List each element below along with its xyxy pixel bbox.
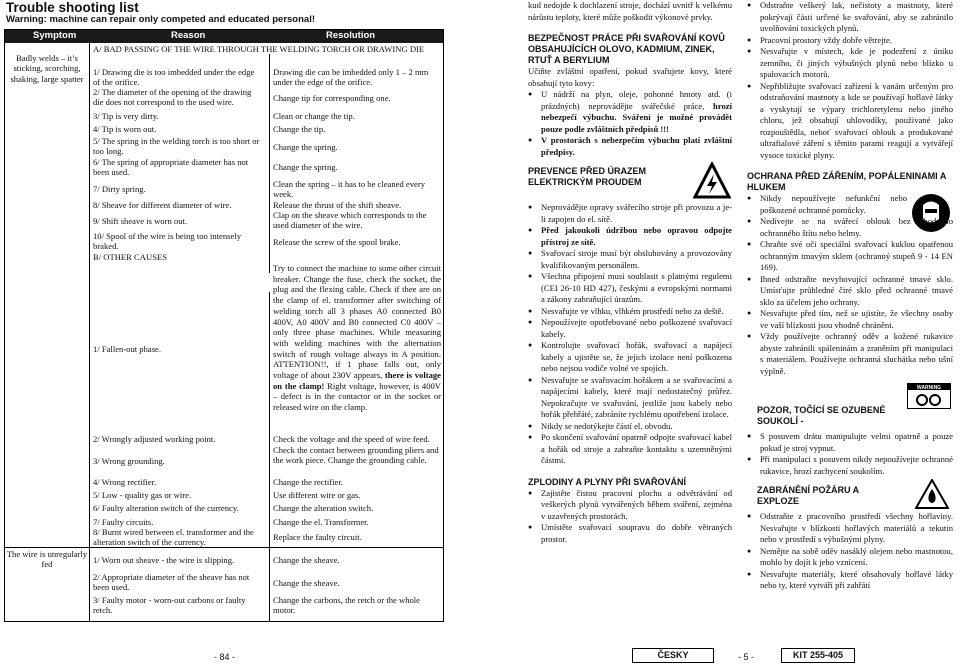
header-reason: Reason <box>171 30 206 41</box>
symptom-bad-welds: Badly welds – it’s sticking, scorching, shaking, large spatter <box>10 53 84 84</box>
rotating-gears-warning-sign-icon <box>907 383 951 409</box>
list-item: ● Nikdy nepoužívejte nefunkční nebo poškozené ochranné pomůcky. <box>747 193 907 216</box>
table-row-resolution: Change the el. Transformer. <box>273 517 369 527</box>
table-row-resolution: Change the rectifier. <box>273 477 343 487</box>
list-item: ● Nemějte na sobě oděv nasáklý olejem nebo mastnotou, mohlo by dojít k jeho vznícení. <box>747 546 953 569</box>
table-header <box>5 30 443 43</box>
table-row-reason: 7/ Faulty circuits. <box>93 517 154 527</box>
table-row-reason: 2/ Appropriate diameter of the sheave has not been used. <box>93 572 250 593</box>
safety-column-2 <box>747 0 953 592</box>
table-row-resolution: Check the contact between grounding pliers and the work piece. Change the grounding cable. <box>273 445 439 466</box>
table-row-resolution: Change the sheave. <box>273 578 340 588</box>
table-row-reason: 2/ Wrongly adjusted working point. <box>93 434 216 444</box>
table-row-reason: 8/ Burnt wired between el. transformer and the alteration switch of the currency. <box>93 527 254 548</box>
paragraph-metals: Učiňte zvláštní opatření, pokud svařujete kovy, které obsahují tyto kovy: <box>528 66 732 88</box>
intro-text: kud nedojde k dochlazení stroje, dochází uvnitř k velkému nárůstu teploty, které může poškodit výkonové prvky. <box>528 0 732 22</box>
table-row-reason: 1/ Drawing die is too imbedded under the edge of the orifice. <box>93 67 255 88</box>
list-item: ● Nepřibližujte svařovací zařízení k vanám určeným pro odstraňování mastnoty a kde se používají hořlavé látky a vyskytují se výpary trichloretylenu nebo jiného chloru, jež obsahují uhlovodíky, používané jako rozpouštědla, neboť svařovací oblouk a produkované ultrafialové záření s těmito parami reagují a vytvářejí vysoce toxické plyny. <box>747 81 953 162</box>
fire-hazard-warning-sign-icon <box>915 479 949 509</box>
heading-radiation: OCHRANA PŘED ZÁŘENÍM, POPÁLENINAMI A HLUKEM <box>747 171 947 192</box>
list-item: ● Odstraňte veškerý lak, nečistoty a mastnoty, které pokrývají části určené ke svařování, aby se zabránilo uvolňování toxických plynů. <box>747 0 953 35</box>
heading-fire-explosion: ZABRÁNĚNÍ POŽÁRU A EXPLOZE <box>757 485 859 506</box>
heading-rotating-gears: POZOR, TOČÍCÍ SE OZUBENÉ SOUKOLÍ - <box>757 405 886 426</box>
table-row-resolution: Clean or change the tip. <box>273 111 355 121</box>
table-row-reason: 4/ Wrong rectifier. <box>93 477 157 487</box>
table-row-resolution: Replace the faulty circuit. <box>273 532 362 542</box>
table-row-resolution: Change the sheave. <box>273 555 340 565</box>
table-row-reason: 7/ Dirty spring. <box>93 184 146 194</box>
table-row-reason: 8/ Sheave for different diameter of wire. <box>93 200 232 210</box>
list-item: ● Nikdy se nedotýkejte částí el. obvodu. <box>528 421 732 433</box>
table-row-resolution: Release the thrust of the shift sheave. <box>273 200 402 210</box>
high-voltage-warning-sign-icon <box>693 162 731 200</box>
table-row-reason: 1/ Worn out sheave - the wire is slipping. <box>93 555 235 565</box>
table-row-reason: 3/ Faulty motor - worn-out carbons or faulty retch. <box>93 595 246 616</box>
list-item: ● Po skončení svařování opatrně odpojte svařovací kabel a hořák od stroje a zabraňte kontaktu s uzemněnými částmi. <box>528 432 732 467</box>
heading-electric-shock: PREVENCE PŘED ÚRAZEM ELEKTRICKÝM PROUDEM <box>528 166 647 187</box>
table-row-reason: 3/ Tip is very dirty. <box>93 111 159 121</box>
list-item: ● Vždy používejte ochranný oděv a kožené rukavice abyste zabránili spáleninám a zraněním při manipulaci s materiálem. Používejte ochranná sluchátka nebo ušní výplně. <box>747 331 953 377</box>
table-row-resolution: Clap on the sheave which corresponds to the used diameter of the wire. <box>273 210 427 231</box>
list-item: ● Nepoužívejte opotřebované nebo poškozené svařovací kabely. <box>528 317 732 340</box>
table-row-reason: 4/ Tip is worn out. <box>93 124 157 134</box>
list-item: ● Ihned odstraňte nevyhovující ochranné tmavé sklo. Umísťujte průhledné čiré sklo před ochranné tmavé sklo za účelem jeho ochrany. <box>747 274 953 309</box>
table-row-resolution: Drawing die can be imbedded only 1 – 2 mm under the edge of the orifice. <box>273 67 429 88</box>
table-row-resolution: Change the tip. <box>273 124 326 134</box>
list-item: ● Odstraňte z pracovního prostředí všechny hořlaviny. Nesvařujte v blízkosti hořlavých materiálů a tekutin nebo v prostředí s výbušnými plyny. <box>747 511 953 546</box>
list-item: ● Nesvařujte materiály, které obsahovaly hořlavé látky nebo ty, které vytváří při zahřátí <box>747 569 953 592</box>
table-row-reason: 6/ The spring of appropriate diameter has not been used. <box>93 157 249 178</box>
list-item: ● Svařovací stroje musí být obsluhovány a provozovány kvalifikovaným personálem. <box>528 248 732 271</box>
table-row-resolution: Clean the spring – it has to be cleaned every week. <box>273 179 426 200</box>
footer-model-box: KIT 255-405 <box>781 648 855 663</box>
table-row-resolution: Change the alteration switch. <box>273 503 374 513</box>
page-number-left: - 84 - <box>214 652 236 662</box>
fallen-phase-resolution: Try to connect the machine to some other circuit breaker. Change the fuse, check the socket, the plug and the flexing cable. Check if thee are on the clamp of el. transformer after switching of welding torch all 3 phases A0 connected B0 400V, A0 400V and B0 connected C0 400V – only three phase machines. While measuring with welding machines with the alternation switch of rough voltage always in A position. ATTENTION!!, if 1 phase falls out, only voltage of about 230V appears, there is voltage on the clamp! Right voltage, however, is 400V – defect is in the contactor or in the socket or released wire on the clamp. <box>273 263 441 413</box>
list-item: ● Nesvařujte ve vlhku, vlhkém prostředí nebo za deště. <box>528 306 732 318</box>
table-row-resolution: Release the screw of the spool brake. <box>273 237 401 247</box>
troubleshooting-table <box>4 29 444 622</box>
group-a-title: A/ BAD PASSING OF THE WIRE THROUGH THE WELDING TORCH OR DRAWING DIE <box>93 44 425 54</box>
list-item: ● Pracovní prostory vždy dobře větrejte. <box>747 35 953 47</box>
table-row-resolution: Check the voltage and the speed of wire feed. <box>273 434 430 444</box>
list-item: ● Zajistěte čistou pracovní plochu a odvětrávání od veškerých plynů vytvářených během sváření, zejména v uzavřených prostorách. <box>528 488 732 523</box>
list-item: ● S posuvem drátu manipulujte velmi opatrně a pouze pokud je stroj vypnut. <box>747 431 953 454</box>
list-item: ● Neprovádějte opravy svářecího stroje při provozu a je-li zapojen do el. sítě. <box>528 202 732 225</box>
warning-text: Warning: machine can repair only competed and educated personal! <box>6 14 315 25</box>
header-symptom: Symptom <box>33 30 77 41</box>
list-item: ● Nesvařujte před tím, než se ujistíte, že všechny osoby ve vaší blízkosti jsou vhodně chráněni. <box>747 308 953 331</box>
table-row-reason: 5/ The spring in the welding torch is too short or too long. <box>93 136 260 157</box>
header-resolution: Resolution <box>326 30 376 41</box>
group-b-title: B/ OTHER CAUSES <box>93 252 168 262</box>
table-row-resolution: Change the spring. <box>273 142 338 152</box>
table-row-reason: 6/ Faulty alteration switch of the currency. <box>93 503 239 513</box>
list-item: ● U nádrží na plyn, oleje, pohonné hmoty atd. (i prázdných) neprovádějte svářečské práce, hrozí nebezpečí výbuchu. Sváření je možné provádět pouze podle zvláštních předpisů !!! <box>528 89 732 135</box>
page-number-right: - 5 - <box>738 652 755 662</box>
symptom-irregular-feed: The wire is unregularly fed <box>6 549 88 570</box>
table-row-reason: 5/ Low - quality gas or wire. <box>93 490 192 500</box>
table-row-resolution: Change the spring. <box>273 162 338 172</box>
table-row-reason: 10/ Spool of the wire is being too intensely braked. <box>93 231 241 252</box>
list-item: ● Nesvařujte v místech, kde je podezření z úniku zemního, či jiných výbušných plynů nebo blízko u spalovacích motorů. <box>747 46 953 81</box>
table-row-resolution: Change tip for corresponding one. <box>273 93 391 103</box>
list-item: ● Chraňte své oči speciální svařovací kuklou opatřenou ochranným tmavým sklem (ochranný stupeň 9 - 14 EN 169). <box>747 239 953 274</box>
list-item: ● Při manipulaci s posuvem nikdy nepoužívejte ochranné rukavice, hrozí zachycení soukolím. <box>747 454 953 477</box>
safety-column-1 <box>528 0 732 545</box>
footer-language-box: ČESKY <box>632 648 714 663</box>
heading-lead-cadmium: BEZPEČNOST PRÁCE PŘI SVAŘOVÁNÍ KOVŮ OBSAHUJÍCÍCH OLOVO, KADMIUM, ZINEK, RTUŤ A BERYLIUM <box>528 33 725 65</box>
list-item: ● Před jakoukoli údržbou nebo opravou odpojte přístroj ze sítě. <box>528 225 732 248</box>
list-item: ● Nedívejte se na svářecí oblouk bez vhodného ochranného štítu nebo helmy. <box>747 216 953 239</box>
page-title: Trouble shooting list <box>6 0 139 15</box>
heading-fumes-gases: ZPLODINY A PLYNY PŘI SVAŘOVÁNÍ <box>528 476 687 487</box>
list-item: ● Kontrolujte svařovací hořák, svařovací a napájecí kabely a ujistěte se, že jejich izolace není poškozena nebo nejsou vodiče volné ve spojích. <box>528 340 732 375</box>
table-row-resolution: Change the carbons, the retch or the whole motor. <box>273 595 420 616</box>
table-row-reason: 9/ Shift sheave is worn out. <box>93 216 188 226</box>
table-row-reason: 3/ Wrong grounding. <box>93 456 165 466</box>
list-item: ● V prostorách s nebezpečím výbuchu platí zvláštní předpisy. <box>528 135 732 158</box>
svg-text:WARNING: WARNING <box>916 385 942 391</box>
list-item: ● Umístěte svařovací soupravu do dobře větraných prostor. <box>528 522 732 545</box>
list-item: ● Nesvařujte se svařovacím hořákem a se svařovacími a napájecími kabely, které mají nedostatečný průřez. Nepokračujte ve svařování, jestliže jsou kabely nebo hořák přehřáté, zabráníte rychlému opotřebení izolace. <box>528 375 732 421</box>
table-row-resolution: Use different wire or gas. <box>273 490 361 500</box>
list-item: ● Všechna připojení musí souhlasit s platnými regulemi (CEI 26-10 HD 427), českými a evropskými normami a zákony zabraňující úrazům. <box>528 271 732 306</box>
table-row-reason: 1/ Fallen-out phase. <box>93 344 162 354</box>
table-row-reason: 2/ The diameter of the opening of the drawing die does not correspond to the used wire. <box>93 87 252 108</box>
